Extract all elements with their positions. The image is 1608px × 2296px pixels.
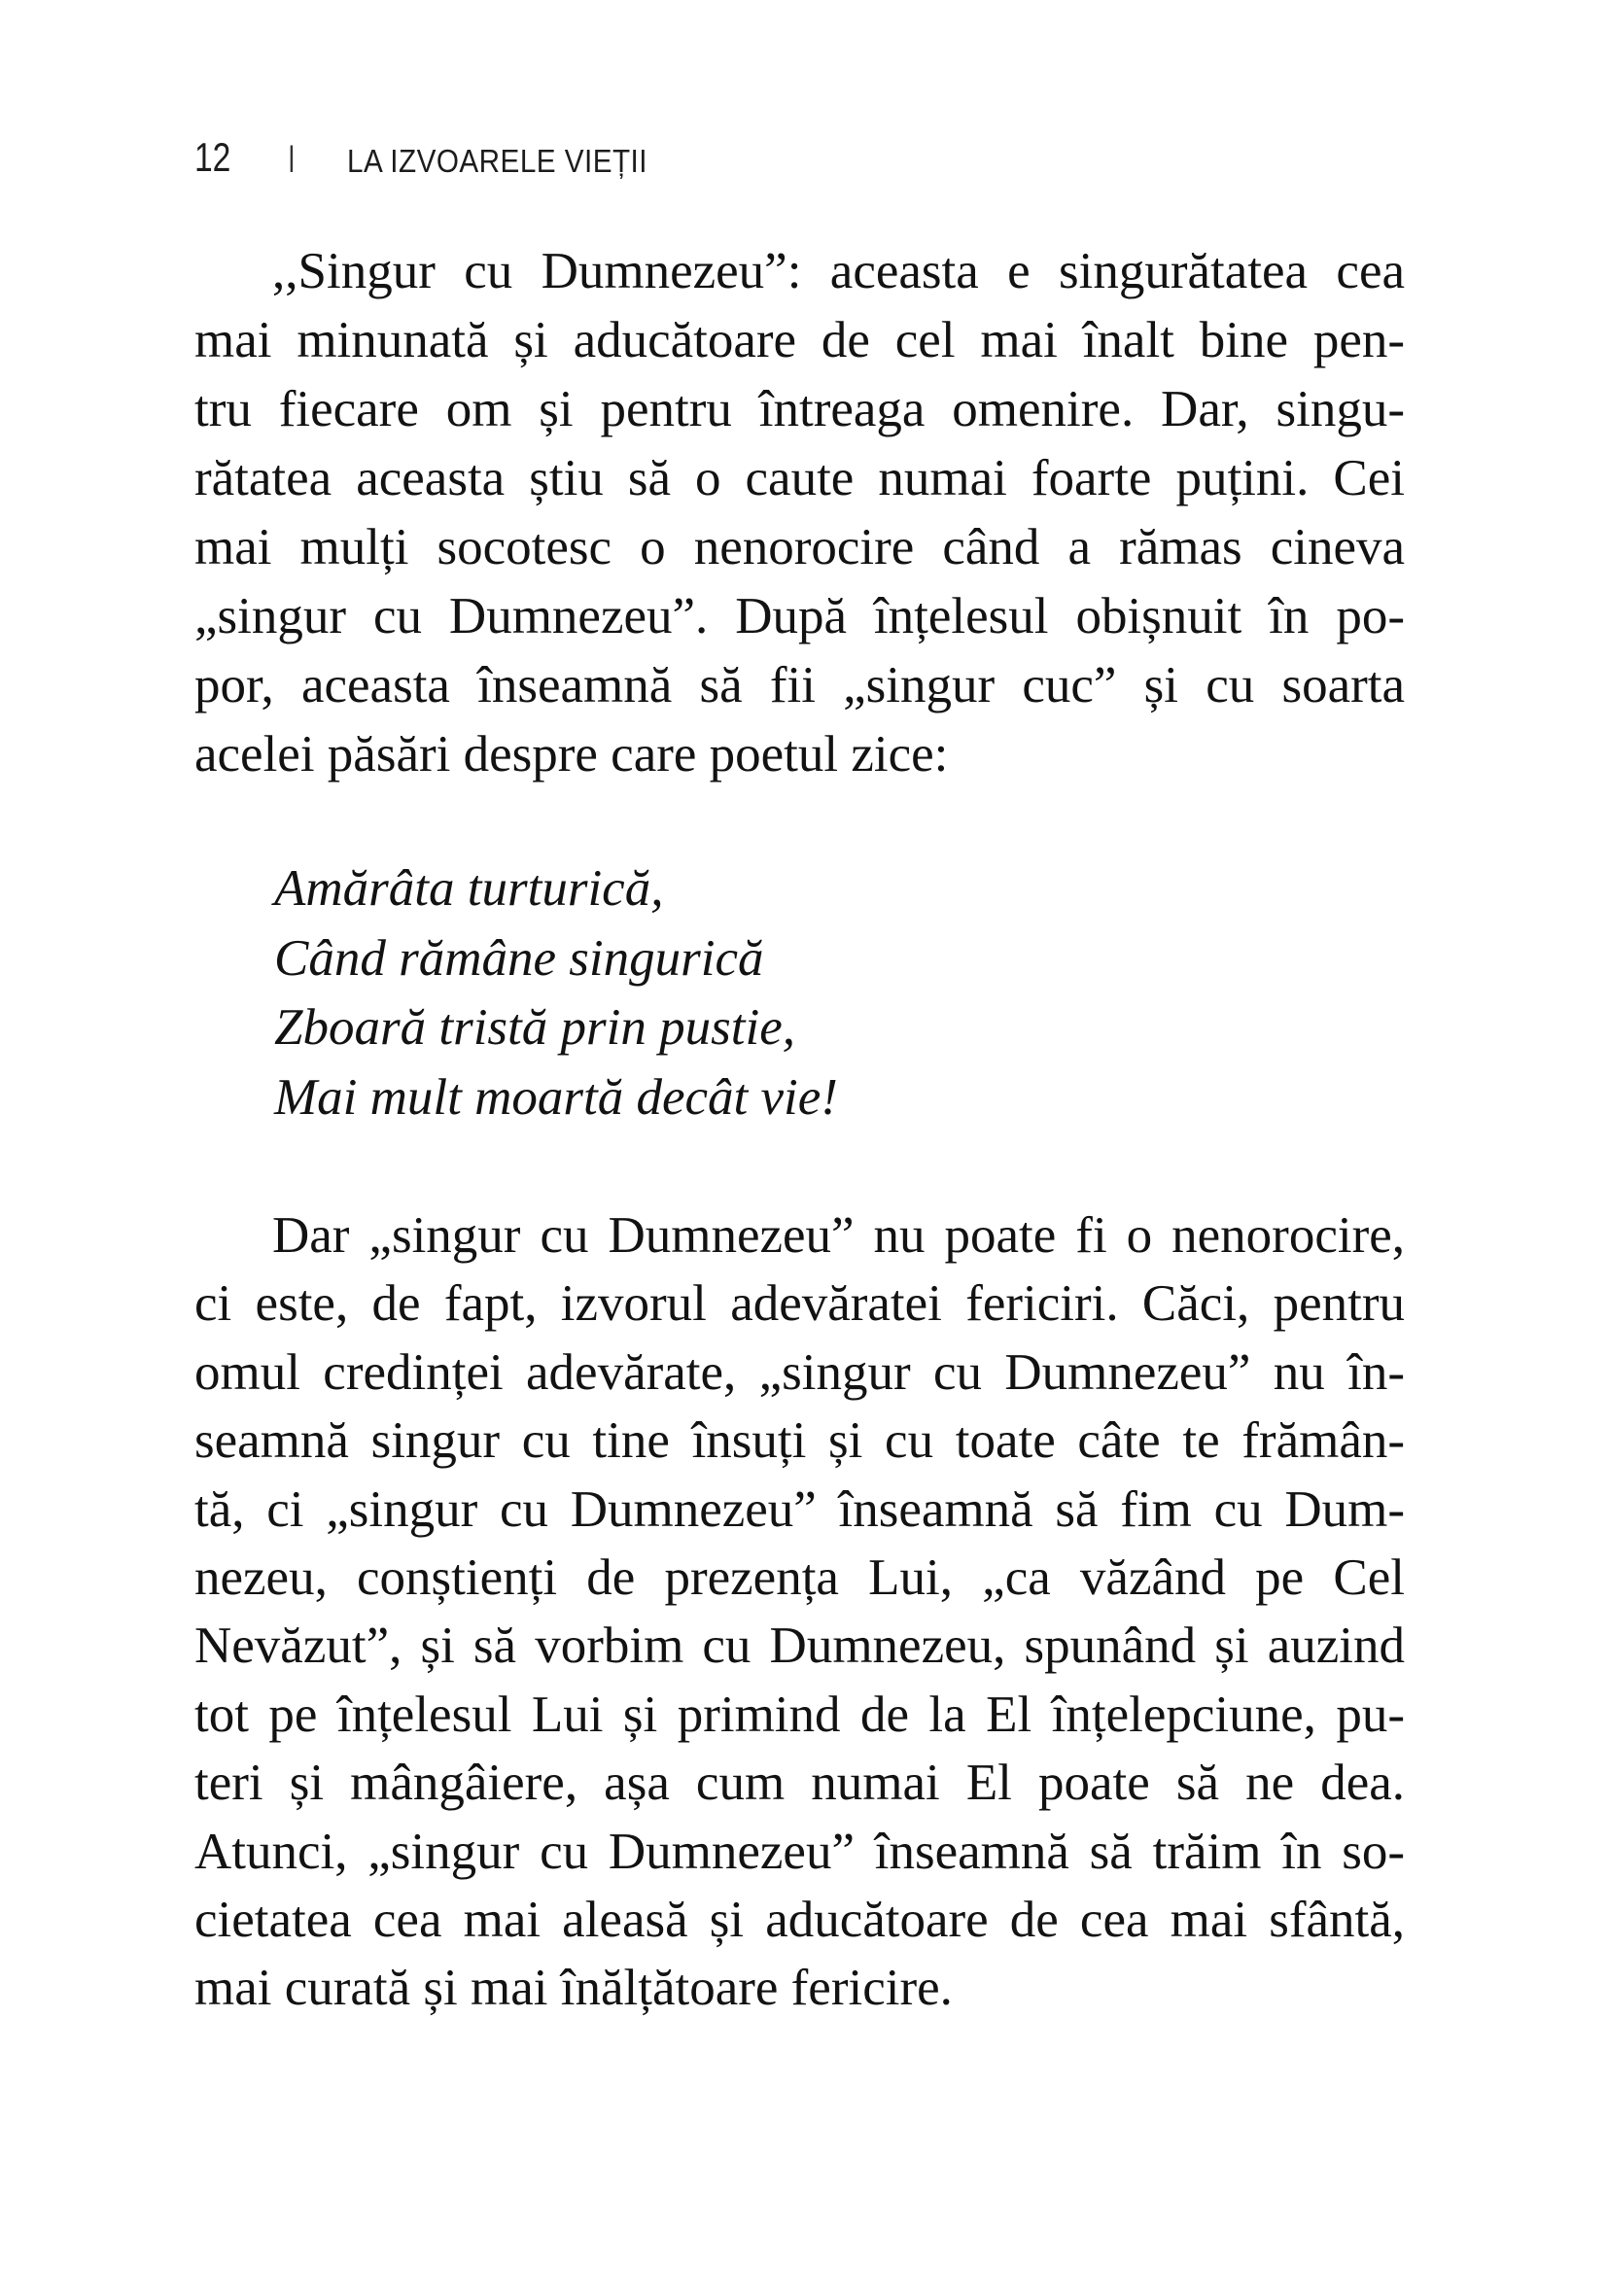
paragraph-line: por, aceasta înseamnă să fii „singur cuc” și cu soarta [194, 657, 1405, 713]
paragraph-line: ,,Singur cu Dumnezeu”: aceasta e singurătatea cea [272, 243, 1405, 299]
page-number: 12 [194, 134, 231, 180]
paragraph-line: rătatea aceasta știu să o caute numai foarte puțini. Cei [194, 450, 1405, 506]
paragraph-line: nezeu, conștienți de prezența Lui, „ca văzând pe Cel [194, 1549, 1405, 1607]
paragraph-line: mai curată și mai înălțătoare fericire. [194, 1960, 953, 2017]
paragraph-line: tot pe înțelesul Lui și primind de la El înțelepciune, pu- [194, 1686, 1405, 1743]
paragraph-line: Nevăzut”, și să vorbim cu Dumnezeu, spunând și auzind [194, 1618, 1405, 1675]
paragraph-line: mai minunată și aducătoare de cel mai înalt bine pen- [194, 312, 1405, 368]
paragraph-line: seamnă singur cu tine însuți și cu toate câte te frămân- [194, 1412, 1405, 1470]
running-title: LA IZVOARELE VIEȚII [347, 143, 647, 179]
paragraph [194, 237, 1405, 789]
poem-quote [274, 854, 1344, 1132]
poem-line: Zboară tristă prin pustie, [274, 999, 795, 1056]
paragraph-line: ci este, de fapt, izvorul adevăratei fericiri. Căci, pentru [194, 1275, 1405, 1333]
poem-line: Când rămâne singurică [274, 929, 764, 987]
paragraph-line: mai mulți socotesc o nenorocire când a rămas cineva [194, 519, 1405, 575]
paragraph-line: acelei păsări despre care poetul zice: [194, 726, 949, 783]
poem-line: Mai mult moartă decât vie! [274, 1068, 838, 1126]
paragraph-line: „singur cu Dumnezeu”. După înțelesul obișnuit în po- [194, 588, 1405, 644]
paragraph-line: Dar „singur cu Dumnezeu” nu poate fi o nenorocire, [272, 1207, 1405, 1264]
paragraph-line: omul credinței adevărate, „singur cu Dumnezeu” nu în- [194, 1343, 1405, 1401]
paragraph-line: tă, ci „singur cu Dumnezeu” înseamnă să fim cu Dum- [194, 1480, 1405, 1538]
paragraph-line: teri și mângâiere, așa cum numai El poate să ne dea. [194, 1755, 1405, 1812]
poem-line: Amărâta turturică, [274, 860, 664, 917]
paragraph-line: Atunci, „singur cu Dumnezeu” înseamnă să trăim în so- [194, 1823, 1405, 1880]
header-separator: | [288, 141, 296, 173]
paragraph-line: cietatea cea mai aleasă și aducătoare de cea mai sfântă, [194, 1892, 1405, 1949]
paragraph-line: tru fiecare om și pentru întreaga omenire. Dar, singu- [194, 381, 1405, 437]
paragraph [194, 1201, 1405, 2023]
